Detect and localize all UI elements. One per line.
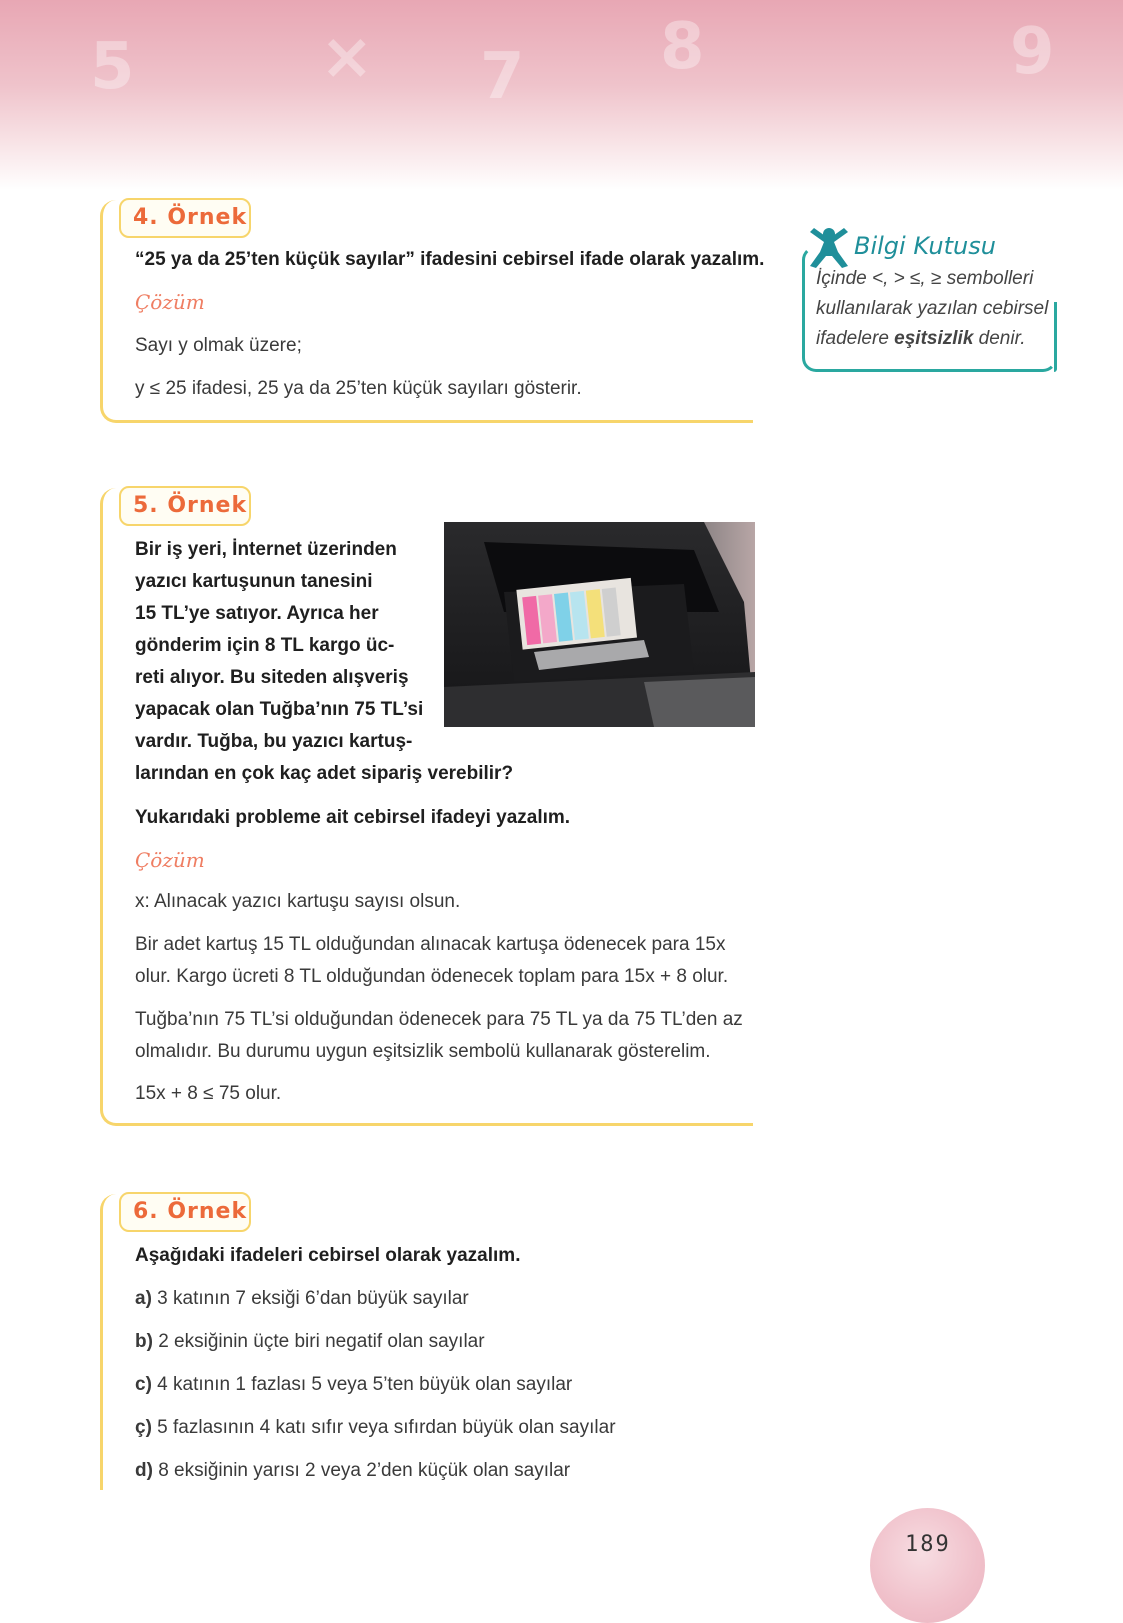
- example-5-result: 15x + 8 ≤ 75 olur.: [135, 1083, 282, 1104]
- info-box-line-1: İçinde <, > ≤, ≥ sembolleri: [816, 268, 1034, 289]
- example-6-item: [135, 1373, 572, 1397]
- info-box-line-3: [816, 328, 1026, 350]
- example-5-problem-line: larından en çok kaç adet sipariş verebilir?: [135, 763, 514, 784]
- example-5-solution-label: Çözüm: [135, 848, 205, 872]
- printer-cartridge-photo: [444, 522, 755, 727]
- page-number-badge: [870, 1508, 985, 1623]
- example-5-problem-line: vardır. Tuğba, bu yazıcı kartuş-: [135, 731, 413, 752]
- item-label: b): [135, 1331, 153, 1352]
- example-5-tab: [119, 486, 251, 526]
- page-number: 189: [905, 1532, 951, 1557]
- item-text: 2 eksiğinin üçte biri negatif olan sayılar: [152, 1331, 485, 1352]
- info-box: [802, 232, 1057, 372]
- item-text: 5 fazlasının 4 katı sıfır veya sıfırdan büyük olan sayılar: [151, 1417, 616, 1438]
- header-banner: [0, 0, 1123, 190]
- info-box-frame-right: [1054, 302, 1057, 372]
- example-4-line-1: Sayı y olmak üzere;: [135, 335, 302, 356]
- example-5-solution-line: olmalıdır. Bu durumu uygun eşitsizlik sembolü kullanarak gösterelim.: [135, 1041, 711, 1062]
- item-text: 8 eksiğinin yarısı 2 veya 2’den küçük olan sayılar: [152, 1460, 571, 1481]
- example-5-task: Yukarıdaki probleme ait cebirsel ifadeyi yazalım.: [135, 807, 571, 828]
- example-5-tab-label: 5. Örnek: [133, 493, 248, 518]
- example-6-item: [135, 1330, 485, 1354]
- example-5-problem-line: reti alıyor. Bu siteden alışveriş: [135, 667, 409, 688]
- example-4-tab-label: 4. Örnek: [133, 205, 248, 230]
- printer-illustration: [444, 522, 755, 727]
- example-5-problem-line: 15 TL’ye satıyor. Ayrıca her: [135, 603, 379, 624]
- example-6-task: Aşağıdaki ifadeleri cebirsel olarak yazalım.: [135, 1245, 521, 1266]
- info-box-keyword: eşitsizlik: [894, 328, 974, 349]
- example-5-problem-line: Bir iş yeri, İnternet üzerinden: [135, 539, 397, 560]
- example-5-solution-line: Tuğba’nın 75 TL’si olduğundan ödenecek para 75 TL ya da 75 TL’den az: [135, 1009, 743, 1030]
- item-label: ç): [135, 1417, 152, 1438]
- banner-decoration: 5: [90, 30, 135, 104]
- example-5-problem-line: yazıcı kartuşunun tanesini: [135, 571, 373, 592]
- example-4-line-2: y ≤ 25 ifadesi, 25 ya da 25’ten küçük sayıları gösterir.: [135, 378, 582, 399]
- example-6-box: [100, 1194, 753, 1490]
- example-6-tab-label: 6. Örnek: [133, 1199, 248, 1224]
- example-5-box: [100, 488, 753, 1126]
- example-4-question: “25 ya da 25’ten küçük sayılar” ifadesini cebirsel ifade olarak yazalım.: [135, 249, 765, 270]
- info-box-line-2: kullanılarak yazılan cebirsel: [816, 298, 1049, 319]
- info-figure-icon: [806, 226, 852, 270]
- example-4-solution-label: Çözüm: [135, 290, 205, 314]
- example-4-tab: [119, 198, 251, 238]
- info-box-line-3-pre: ifadelere: [816, 328, 895, 349]
- banner-decoration: 8: [660, 10, 705, 84]
- item-text: 4 katının 1 fazlası 5 veya 5’ten büyük olan sayılar: [151, 1374, 573, 1395]
- example-6-tab: [119, 1192, 251, 1232]
- item-text: 3 katının 7 eksiği 6’dan büyük sayılar: [151, 1288, 469, 1309]
- example-5-solution-line: x: Alınacak yazıcı kartuşu sayısı olsun.: [135, 891, 461, 912]
- item-label: d): [135, 1460, 153, 1481]
- example-5-solution-line: Bir adet kartuş 15 TL olduğundan alınacak kartuşa ödenecek para 15x: [135, 934, 726, 955]
- example-6-item: [135, 1287, 469, 1311]
- example-5-solution-line: olur. Kargo ücreti 8 TL olduğundan ödenecek toplam para 15x + 8 olur.: [135, 966, 729, 987]
- item-label: a): [135, 1288, 152, 1309]
- banner-decoration: ×: [320, 20, 374, 94]
- info-box-line-3-post: denir.: [973, 328, 1026, 349]
- banner-decoration: 7: [480, 40, 525, 114]
- example-6-item: [135, 1459, 570, 1483]
- example-6-item: [135, 1416, 616, 1440]
- example-4-box: [100, 200, 765, 423]
- banner-decoration: 9: [1010, 15, 1055, 89]
- example-5-problem-line: yapacak olan Tuğba’nın 75 TL’si: [135, 699, 424, 720]
- example-5-problem-line: gönderim için 8 TL kargo üc-: [135, 635, 395, 656]
- item-label: c): [135, 1374, 152, 1395]
- info-box-title: Bilgi Kutusu: [850, 232, 1000, 260]
